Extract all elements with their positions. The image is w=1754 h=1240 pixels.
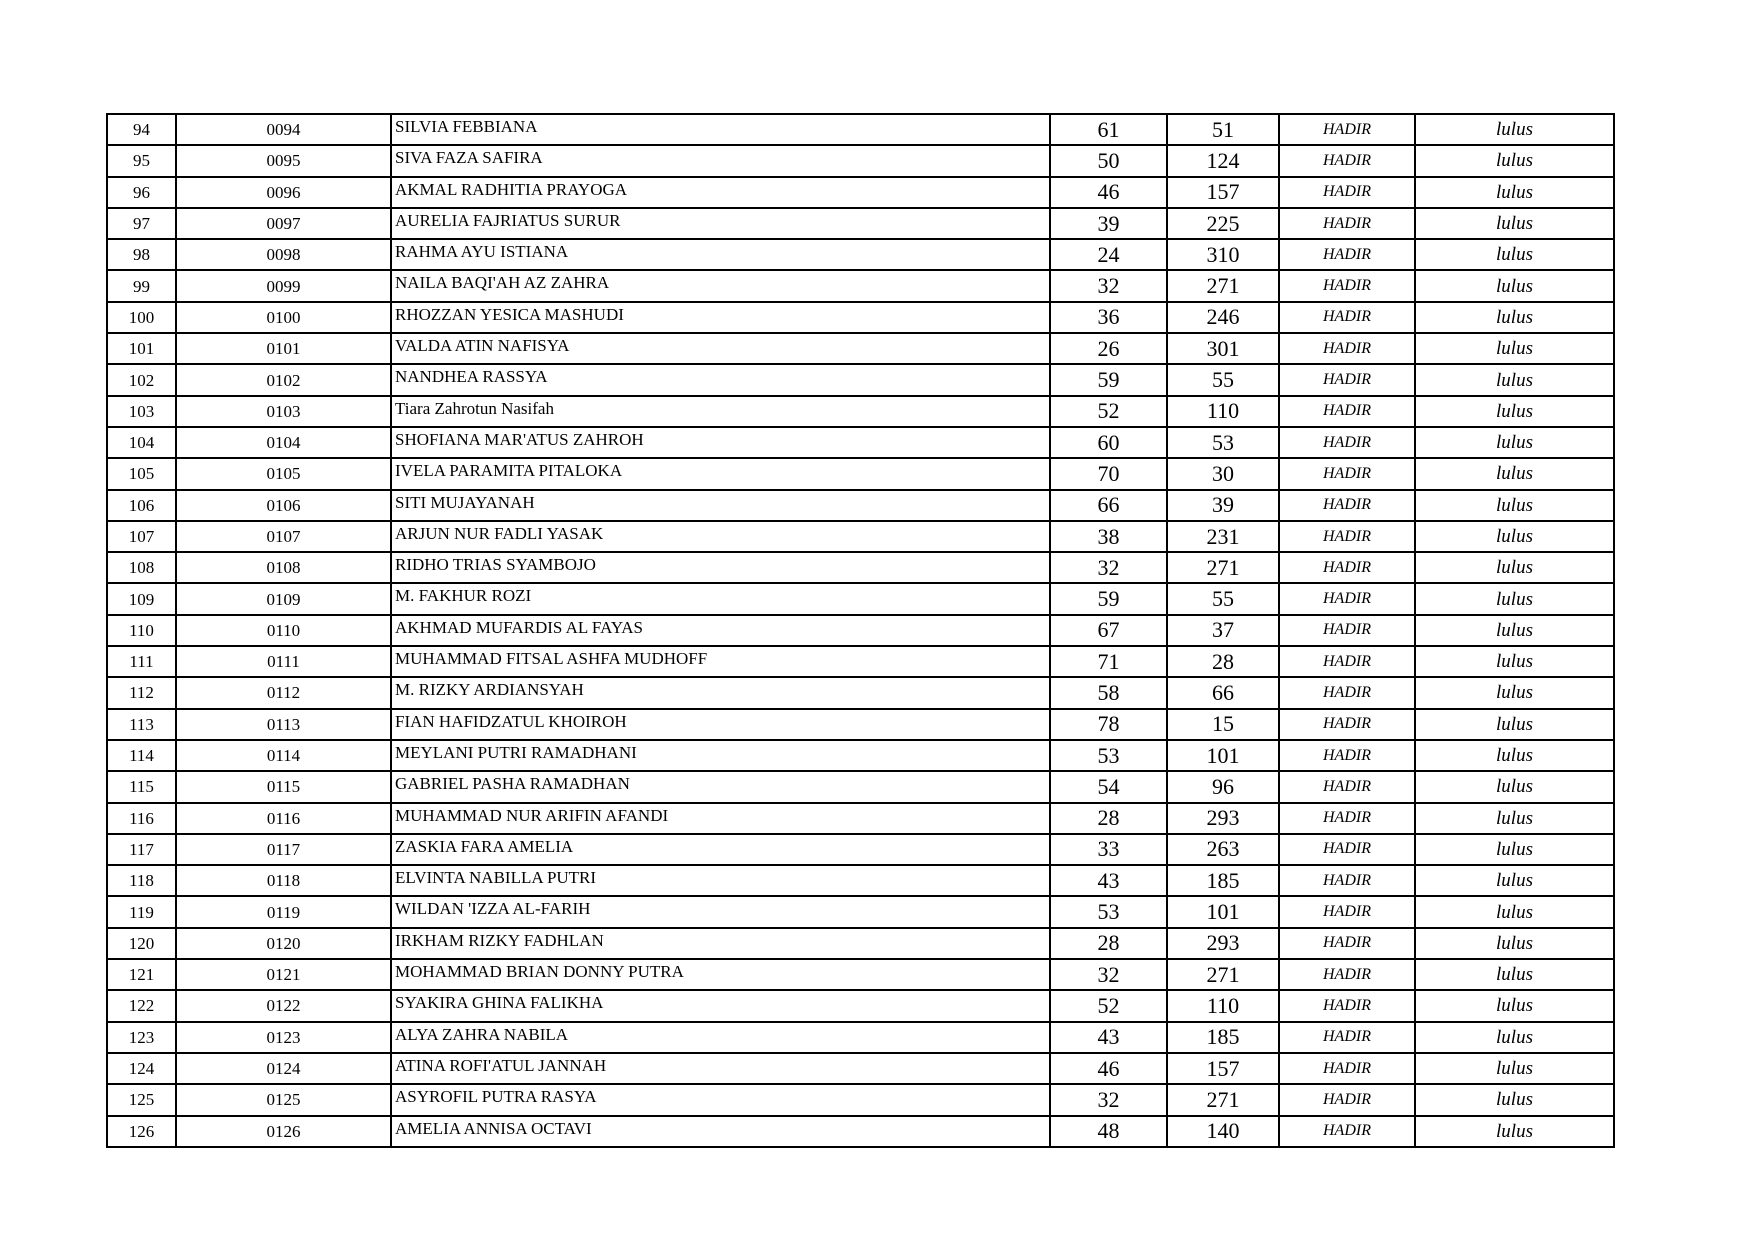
table-row xyxy=(107,177,1614,208)
score-cell: 26 xyxy=(1050,333,1167,364)
participant-name-cell: SHOFIANA MAR'ATUS ZAHROH xyxy=(391,427,1050,458)
result-cell: lulus xyxy=(1415,239,1614,270)
score-cell: 53 xyxy=(1050,896,1167,927)
table-row xyxy=(107,959,1614,990)
table-body xyxy=(107,114,1614,1147)
participant-name-cell: SIVA FAZA SAFIRA xyxy=(391,145,1050,176)
table-row xyxy=(107,771,1614,802)
rank-cell: 263 xyxy=(1167,834,1279,865)
score-cell: 46 xyxy=(1050,177,1167,208)
participant-code-cell: 0124 xyxy=(176,1053,391,1084)
attendance-cell: HADIR xyxy=(1279,865,1415,896)
rank-cell: 101 xyxy=(1167,740,1279,771)
score-cell: 33 xyxy=(1050,834,1167,865)
participant-code-cell: 0126 xyxy=(176,1116,391,1147)
score-cell: 67 xyxy=(1050,615,1167,646)
participant-name-cell: SITI MUJAYANAH xyxy=(391,490,1050,521)
attendance-cell: HADIR xyxy=(1279,834,1415,865)
attendance-cell: HADIR xyxy=(1279,302,1415,333)
result-cell: lulus xyxy=(1415,834,1614,865)
result-cell: lulus xyxy=(1415,208,1614,239)
row-number-cell: 116 xyxy=(107,803,176,834)
participant-code-cell: 0094 xyxy=(176,114,391,145)
row-number-cell: 94 xyxy=(107,114,176,145)
row-number-cell: 111 xyxy=(107,646,176,677)
table-row xyxy=(107,458,1614,489)
table-row xyxy=(107,709,1614,740)
participant-code-cell: 0118 xyxy=(176,865,391,896)
rank-cell: 30 xyxy=(1167,458,1279,489)
participant-code-cell: 0111 xyxy=(176,646,391,677)
rank-cell: 124 xyxy=(1167,145,1279,176)
result-cell: lulus xyxy=(1415,145,1614,176)
participant-name-cell: RHOZZAN YESICA MASHUDI xyxy=(391,302,1050,333)
result-cell: lulus xyxy=(1415,677,1614,708)
rank-cell: 225 xyxy=(1167,208,1279,239)
participant-code-cell: 0116 xyxy=(176,803,391,834)
table-row xyxy=(107,333,1614,364)
participant-code-cell: 0120 xyxy=(176,928,391,959)
rank-cell: 55 xyxy=(1167,364,1279,395)
row-number-cell: 112 xyxy=(107,677,176,708)
table-row xyxy=(107,865,1614,896)
participant-name-cell: ELVINTA NABILLA PUTRI xyxy=(391,865,1050,896)
row-number-cell: 119 xyxy=(107,896,176,927)
attendance-cell: HADIR xyxy=(1279,928,1415,959)
participant-name-cell: NAILA BAQI'AH AZ ZAHRA xyxy=(391,270,1050,301)
attendance-cell: HADIR xyxy=(1279,333,1415,364)
rank-cell: 53 xyxy=(1167,427,1279,458)
attendance-cell: HADIR xyxy=(1279,583,1415,614)
table-row xyxy=(107,803,1614,834)
table-row xyxy=(107,990,1614,1021)
row-number-cell: 114 xyxy=(107,740,176,771)
participant-code-cell: 0100 xyxy=(176,302,391,333)
table-row xyxy=(107,427,1614,458)
attendance-cell: HADIR xyxy=(1279,114,1415,145)
result-cell: lulus xyxy=(1415,364,1614,395)
rank-cell: 271 xyxy=(1167,1084,1279,1115)
row-number-cell: 115 xyxy=(107,771,176,802)
rank-cell: 28 xyxy=(1167,646,1279,677)
rank-cell: 140 xyxy=(1167,1116,1279,1147)
score-cell: 38 xyxy=(1050,521,1167,552)
row-number-cell: 110 xyxy=(107,615,176,646)
table-row xyxy=(107,1116,1614,1147)
score-cell: 66 xyxy=(1050,490,1167,521)
rank-cell: 293 xyxy=(1167,928,1279,959)
score-cell: 43 xyxy=(1050,865,1167,896)
table-row xyxy=(107,928,1614,959)
participant-name-cell: MOHAMMAD BRIAN DONNY PUTRA xyxy=(391,959,1050,990)
row-number-cell: 95 xyxy=(107,145,176,176)
participant-code-cell: 0106 xyxy=(176,490,391,521)
row-number-cell: 96 xyxy=(107,177,176,208)
rank-cell: 15 xyxy=(1167,709,1279,740)
result-cell: lulus xyxy=(1415,270,1614,301)
row-number-cell: 121 xyxy=(107,959,176,990)
result-cell: lulus xyxy=(1415,771,1614,802)
score-cell: 43 xyxy=(1050,1022,1167,1053)
score-cell: 58 xyxy=(1050,677,1167,708)
table-row xyxy=(107,521,1614,552)
attendance-cell: HADIR xyxy=(1279,803,1415,834)
row-number-cell: 100 xyxy=(107,302,176,333)
rank-cell: 39 xyxy=(1167,490,1279,521)
rank-cell: 310 xyxy=(1167,239,1279,270)
participant-code-cell: 0096 xyxy=(176,177,391,208)
participant-name-cell: IVELA PARAMITA PITALOKA xyxy=(391,458,1050,489)
score-cell: 32 xyxy=(1050,552,1167,583)
result-cell: lulus xyxy=(1415,803,1614,834)
participant-name-cell: ARJUN NUR FADLI YASAK xyxy=(391,521,1050,552)
row-number-cell: 117 xyxy=(107,834,176,865)
row-number-cell: 118 xyxy=(107,865,176,896)
table-row xyxy=(107,1022,1614,1053)
attendance-cell: HADIR xyxy=(1279,896,1415,927)
score-cell: 59 xyxy=(1050,583,1167,614)
table-row xyxy=(107,490,1614,521)
participant-code-cell: 0103 xyxy=(176,396,391,427)
score-cell: 60 xyxy=(1050,427,1167,458)
participant-code-cell: 0113 xyxy=(176,709,391,740)
participant-name-cell: NANDHEA RASSYA xyxy=(391,364,1050,395)
row-number-cell: 103 xyxy=(107,396,176,427)
participant-code-cell: 0105 xyxy=(176,458,391,489)
score-cell: 36 xyxy=(1050,302,1167,333)
participant-code-cell: 0121 xyxy=(176,959,391,990)
participant-name-cell: RAHMA AYU ISTIANA xyxy=(391,239,1050,270)
row-number-cell: 113 xyxy=(107,709,176,740)
participant-name-cell: ALYA ZAHRA NABILA xyxy=(391,1022,1050,1053)
result-cell: lulus xyxy=(1415,552,1614,583)
table-row xyxy=(107,302,1614,333)
attendance-cell: HADIR xyxy=(1279,239,1415,270)
participant-name-cell: GABRIEL PASHA RAMADHAN xyxy=(391,771,1050,802)
result-cell: lulus xyxy=(1415,959,1614,990)
participant-name-cell: ATINA ROFI'ATUL JANNAH xyxy=(391,1053,1050,1084)
result-cell: lulus xyxy=(1415,646,1614,677)
participant-name-cell: RIDHO TRIAS SYAMBOJO xyxy=(391,552,1050,583)
rank-cell: 157 xyxy=(1167,177,1279,208)
participant-code-cell: 0123 xyxy=(176,1022,391,1053)
result-cell: lulus xyxy=(1415,396,1614,427)
row-number-cell: 102 xyxy=(107,364,176,395)
table-row xyxy=(107,834,1614,865)
participant-code-cell: 0117 xyxy=(176,834,391,865)
participant-code-cell: 0114 xyxy=(176,740,391,771)
result-cell: lulus xyxy=(1415,1022,1614,1053)
score-cell: 39 xyxy=(1050,208,1167,239)
attendance-cell: HADIR xyxy=(1279,1084,1415,1115)
participant-name-cell: MUHAMMAD NUR ARIFIN AFANDI xyxy=(391,803,1050,834)
participant-name-cell: AKMAL RADHITIA PRAYOGA xyxy=(391,177,1050,208)
rank-cell: 55 xyxy=(1167,583,1279,614)
table-row xyxy=(107,615,1614,646)
rank-cell: 37 xyxy=(1167,615,1279,646)
table-row xyxy=(107,1084,1614,1115)
result-cell: lulus xyxy=(1415,1053,1614,1084)
participant-code-cell: 0097 xyxy=(176,208,391,239)
attendance-cell: HADIR xyxy=(1279,490,1415,521)
score-cell: 28 xyxy=(1050,803,1167,834)
result-cell: lulus xyxy=(1415,302,1614,333)
score-cell: 54 xyxy=(1050,771,1167,802)
attendance-cell: HADIR xyxy=(1279,364,1415,395)
participant-code-cell: 0110 xyxy=(176,615,391,646)
score-cell: 24 xyxy=(1050,239,1167,270)
score-cell: 61 xyxy=(1050,114,1167,145)
score-cell: 46 xyxy=(1050,1053,1167,1084)
participant-code-cell: 0115 xyxy=(176,771,391,802)
attendance-cell: HADIR xyxy=(1279,145,1415,176)
score-cell: 32 xyxy=(1050,1084,1167,1115)
attendance-cell: HADIR xyxy=(1279,521,1415,552)
rank-cell: 110 xyxy=(1167,990,1279,1021)
result-cell: lulus xyxy=(1415,333,1614,364)
participant-name-cell: AKHMAD MUFARDIS AL FAYAS xyxy=(391,615,1050,646)
attendance-cell: HADIR xyxy=(1279,396,1415,427)
attendance-cell: HADIR xyxy=(1279,177,1415,208)
attendance-cell: HADIR xyxy=(1279,709,1415,740)
result-cell: lulus xyxy=(1415,114,1614,145)
attendance-cell: HADIR xyxy=(1279,771,1415,802)
attendance-cell: HADIR xyxy=(1279,740,1415,771)
result-cell: lulus xyxy=(1415,1084,1614,1115)
participant-name-cell: SILVIA FEBBIANA xyxy=(391,114,1050,145)
rank-cell: 185 xyxy=(1167,1022,1279,1053)
table-row xyxy=(107,396,1614,427)
participant-code-cell: 0102 xyxy=(176,364,391,395)
participant-name-cell: M. FAKHUR ROZI xyxy=(391,583,1050,614)
row-number-cell: 120 xyxy=(107,928,176,959)
participant-name-cell: ASYROFIL PUTRA RASYA xyxy=(391,1084,1050,1115)
result-cell: lulus xyxy=(1415,583,1614,614)
table-row xyxy=(107,1053,1614,1084)
table-row xyxy=(107,239,1614,270)
row-number-cell: 126 xyxy=(107,1116,176,1147)
participant-code-cell: 0107 xyxy=(176,521,391,552)
rank-cell: 246 xyxy=(1167,302,1279,333)
table-row xyxy=(107,677,1614,708)
participant-name-cell: WILDAN 'IZZA AL-FARIH xyxy=(391,896,1050,927)
row-number-cell: 97 xyxy=(107,208,176,239)
score-cell: 78 xyxy=(1050,709,1167,740)
result-cell: lulus xyxy=(1415,928,1614,959)
result-cell: lulus xyxy=(1415,427,1614,458)
row-number-cell: 105 xyxy=(107,458,176,489)
score-cell: 53 xyxy=(1050,740,1167,771)
attendance-cell: HADIR xyxy=(1279,552,1415,583)
row-number-cell: 122 xyxy=(107,990,176,1021)
row-number-cell: 99 xyxy=(107,270,176,301)
table-row xyxy=(107,364,1614,395)
score-cell: 32 xyxy=(1050,959,1167,990)
attendance-cell: HADIR xyxy=(1279,615,1415,646)
score-cell: 70 xyxy=(1050,458,1167,489)
score-cell: 52 xyxy=(1050,990,1167,1021)
row-number-cell: 124 xyxy=(107,1053,176,1084)
rank-cell: 185 xyxy=(1167,865,1279,896)
table-row xyxy=(107,646,1614,677)
result-cell: lulus xyxy=(1415,615,1614,646)
table-row xyxy=(107,145,1614,176)
row-number-cell: 108 xyxy=(107,552,176,583)
rank-cell: 96 xyxy=(1167,771,1279,802)
row-number-cell: 109 xyxy=(107,583,176,614)
participant-name-cell: MUHAMMAD FITSAL ASHFA MUDHOFF xyxy=(391,646,1050,677)
participant-code-cell: 0109 xyxy=(176,583,391,614)
attendance-cell: HADIR xyxy=(1279,990,1415,1021)
table-row xyxy=(107,270,1614,301)
table-row xyxy=(107,114,1614,145)
attendance-cell: HADIR xyxy=(1279,458,1415,489)
participant-name-cell: M. RIZKY ARDIANSYAH xyxy=(391,677,1050,708)
result-cell: lulus xyxy=(1415,521,1614,552)
results-table xyxy=(106,113,1615,1148)
participant-code-cell: 0095 xyxy=(176,145,391,176)
rank-cell: 271 xyxy=(1167,959,1279,990)
participant-code-cell: 0125 xyxy=(176,1084,391,1115)
result-cell: lulus xyxy=(1415,896,1614,927)
score-cell: 28 xyxy=(1050,928,1167,959)
result-cell: lulus xyxy=(1415,1116,1614,1147)
rank-cell: 301 xyxy=(1167,333,1279,364)
rank-cell: 157 xyxy=(1167,1053,1279,1084)
row-number-cell: 106 xyxy=(107,490,176,521)
participant-code-cell: 0099 xyxy=(176,270,391,301)
table-row xyxy=(107,552,1614,583)
attendance-cell: HADIR xyxy=(1279,1022,1415,1053)
row-number-cell: 123 xyxy=(107,1022,176,1053)
table-row xyxy=(107,896,1614,927)
attendance-cell: HADIR xyxy=(1279,208,1415,239)
table-row xyxy=(107,740,1614,771)
attendance-cell: HADIR xyxy=(1279,646,1415,677)
participant-name-cell: VALDA ATIN NAFISYA xyxy=(391,333,1050,364)
result-cell: lulus xyxy=(1415,458,1614,489)
participant-name-cell: ZASKIA FARA AMELIA xyxy=(391,834,1050,865)
result-cell: lulus xyxy=(1415,990,1614,1021)
score-cell: 48 xyxy=(1050,1116,1167,1147)
participant-name-cell: Tiara Zahrotun Nasifah xyxy=(391,396,1050,427)
rank-cell: 271 xyxy=(1167,552,1279,583)
result-cell: lulus xyxy=(1415,490,1614,521)
attendance-cell: HADIR xyxy=(1279,677,1415,708)
participant-name-cell: MEYLANI PUTRI RAMADHANI xyxy=(391,740,1050,771)
participant-name-cell: AURELIA FAJRIATUS SURUR xyxy=(391,208,1050,239)
participant-code-cell: 0112 xyxy=(176,677,391,708)
result-cell: lulus xyxy=(1415,740,1614,771)
participant-name-cell: AMELIA ANNISA OCTAVI xyxy=(391,1116,1050,1147)
attendance-cell: HADIR xyxy=(1279,959,1415,990)
participant-code-cell: 0098 xyxy=(176,239,391,270)
row-number-cell: 101 xyxy=(107,333,176,364)
row-number-cell: 104 xyxy=(107,427,176,458)
participant-code-cell: 0101 xyxy=(176,333,391,364)
attendance-cell: HADIR xyxy=(1279,270,1415,301)
participant-code-cell: 0108 xyxy=(176,552,391,583)
score-cell: 59 xyxy=(1050,364,1167,395)
result-cell: lulus xyxy=(1415,865,1614,896)
participant-name-cell: IRKHAM RIZKY FADHLAN xyxy=(391,928,1050,959)
rank-cell: 110 xyxy=(1167,396,1279,427)
participant-name-cell: FIAN HAFIDZATUL KHOIROH xyxy=(391,709,1050,740)
attendance-cell: HADIR xyxy=(1279,1116,1415,1147)
score-cell: 32 xyxy=(1050,270,1167,301)
rank-cell: 101 xyxy=(1167,896,1279,927)
row-number-cell: 125 xyxy=(107,1084,176,1115)
attendance-cell: HADIR xyxy=(1279,1053,1415,1084)
result-cell: lulus xyxy=(1415,177,1614,208)
participant-code-cell: 0122 xyxy=(176,990,391,1021)
rank-cell: 66 xyxy=(1167,677,1279,708)
participant-code-cell: 0119 xyxy=(176,896,391,927)
participant-code-cell: 0104 xyxy=(176,427,391,458)
participant-name-cell: SYAKIRA GHINA FALIKHA xyxy=(391,990,1050,1021)
rank-cell: 271 xyxy=(1167,270,1279,301)
score-cell: 71 xyxy=(1050,646,1167,677)
score-cell: 52 xyxy=(1050,396,1167,427)
table-row xyxy=(107,583,1614,614)
rank-cell: 231 xyxy=(1167,521,1279,552)
rank-cell: 293 xyxy=(1167,803,1279,834)
row-number-cell: 107 xyxy=(107,521,176,552)
rank-cell: 51 xyxy=(1167,114,1279,145)
score-cell: 50 xyxy=(1050,145,1167,176)
result-cell: lulus xyxy=(1415,709,1614,740)
row-number-cell: 98 xyxy=(107,239,176,270)
table-row xyxy=(107,208,1614,239)
attendance-cell: HADIR xyxy=(1279,427,1415,458)
